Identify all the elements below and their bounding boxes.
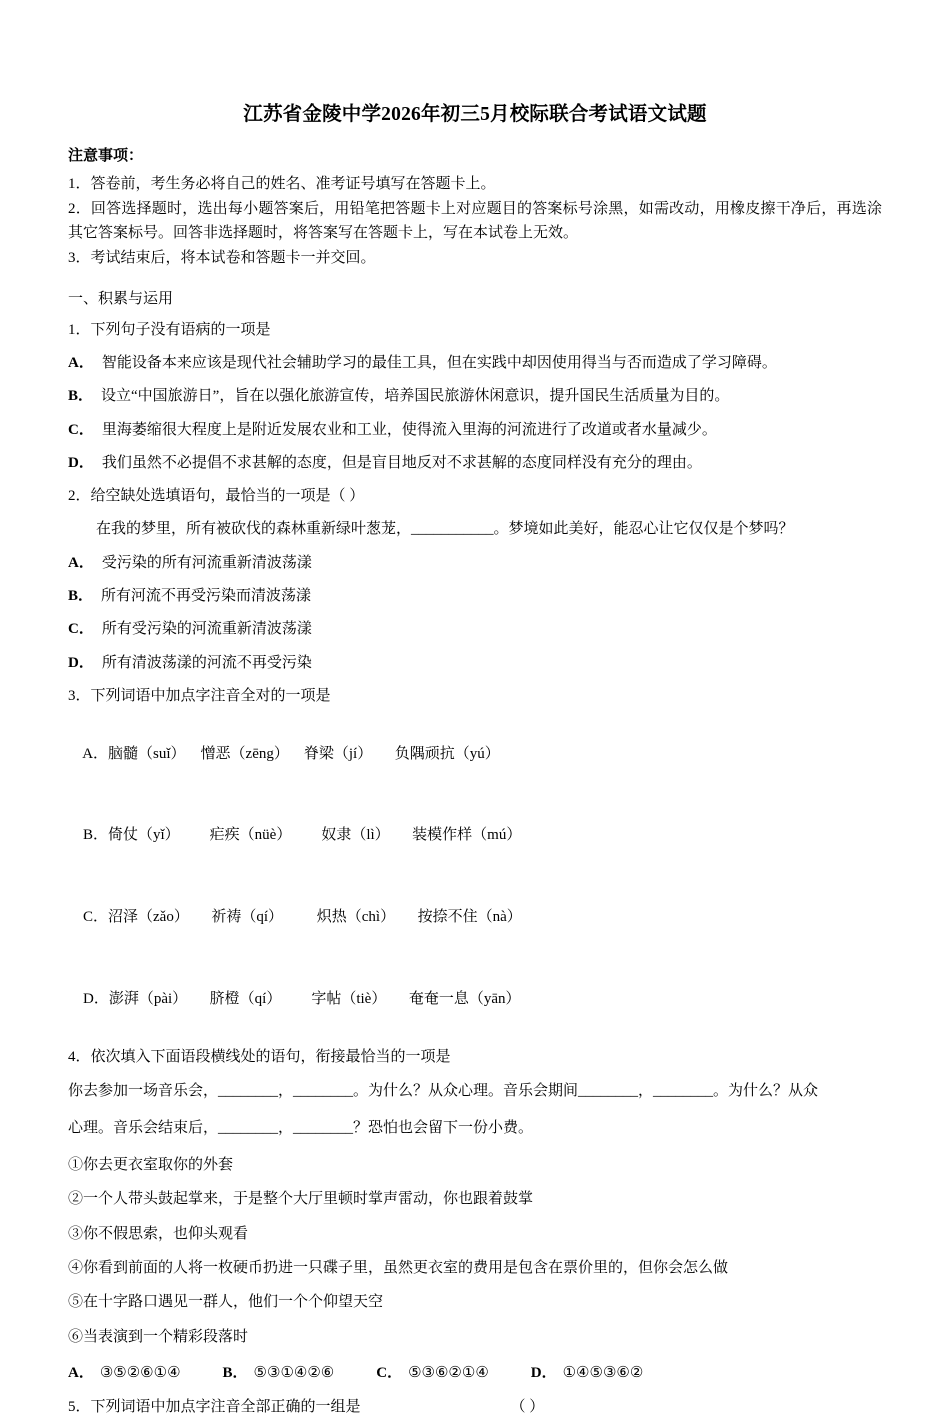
question-2-option-d [68, 651, 882, 675]
question-2-option-c [68, 617, 882, 641]
option-text: 受污染的所有河流重新清波荡漾 [101, 554, 312, 571]
question-2-option-b [68, 584, 882, 608]
notice-item-3: 3．考试结束后，将本试卷和答题卡一并交回。 [68, 250, 376, 267]
question-3-option-c [68, 881, 882, 954]
option-label: D． [68, 454, 94, 471]
question-1-option-d [68, 451, 882, 475]
question-3-option-a [68, 717, 882, 790]
question-1-option-c [68, 418, 882, 442]
option-text: 所有受污染的河流重新清波荡漾 [101, 621, 312, 638]
question-4-answer-d [531, 1361, 644, 1385]
question-2-option-a [68, 551, 882, 575]
option-label: C． [83, 909, 109, 926]
question-1-number: 1． [68, 321, 91, 338]
question-4-list-item-6: ⑥当表演到一个精彩段落时 [68, 1328, 249, 1345]
answer-label: A． [68, 1364, 94, 1381]
section-heading: 一、积累与运用 [68, 290, 174, 307]
question-4-list-item-2: ②一个人带头鼓起掌来，于是整个大厅里顿时掌声雷动，你也跟着鼓掌 [68, 1191, 534, 1208]
question-4-answer-b [223, 1361, 335, 1385]
answer-label: C． [376, 1364, 403, 1381]
question-4-number: 4． [68, 1048, 91, 1065]
question-2 [68, 484, 882, 508]
option-label: D． [68, 654, 94, 671]
question-1 [68, 318, 882, 342]
option-text: 所有河流不再受污染而清波荡漾 [101, 588, 312, 605]
question-4-list-item-5: ⑤在十字路口遇见一群人，他们一个个仰望天空 [68, 1294, 384, 1311]
question-2-number: 2． [68, 488, 91, 505]
question-2-passage: 在我的梦里，所有被砍伐的森林重新绿叶葱茏，___________。梦境如此美好，能忍心让它仅仅是个梦吗？ [96, 521, 794, 538]
question-4-answer-c [376, 1361, 489, 1385]
option-label: C． [68, 421, 94, 438]
question-4-list-item-4: ④你看到前面的人将一枚硬币扔进一只碟子里，虽然更衣室的费用是包含在票价里的，但你会怎么做 [68, 1260, 729, 1276]
question-5 [68, 1395, 882, 1419]
question-4-list-item-1: ①你去更衣室取你的外套 [68, 1157, 234, 1174]
option-label: A． [82, 745, 109, 762]
question-5-stem: 下列词语中加点字注音全部正确的一组是 [90, 1399, 361, 1416]
option-text: 智能设备本来应该是现代社会辅助学习的最佳工具，但在实践中却因使用得当与否而造成了学习障碍。 [101, 354, 777, 371]
notice-heading: 注意事项： [68, 148, 144, 165]
answer-label: D． [530, 1364, 557, 1381]
notice-item-2: 2．回答选择题时，选出每小题答案后，用铅笔把答题卡上对应题目的答案标号涂黑，如需改动，用橡皮擦干净后，再选涂其它答案标号。回答非选择题时，将答案写在答题卡上，写在本试卷上无效。 [68, 200, 882, 242]
question-2-stem: 给空缺处选填语句，最恰当的一项是（ ） [90, 488, 365, 505]
question-3-option-b [68, 799, 882, 872]
option-text: 所有清波荡漾的河流不再受污染 [101, 654, 312, 671]
answer-text: ③⑤②⑥①④ [99, 1364, 181, 1381]
option-text: 里海萎缩很大程度上是附近发展农业和工业，使得流入里海的河流进行了改道或者水量减少。 [101, 421, 717, 438]
option-label: B． [68, 388, 94, 405]
question-3-number: 3． [68, 687, 91, 704]
answer-text: ①④⑤③⑥② [562, 1364, 644, 1381]
notice-item-1: 1．答卷前，考生务必将自己的姓名、准考证号填写在答题卡上。 [68, 175, 496, 192]
question-4-stem: 依次填入下面语段横线处的语句，衔接最恰当的一项是 [90, 1048, 451, 1065]
question-4-list-item-3: ③你不假思索，也仰头观看 [68, 1225, 249, 1242]
answer-text: ⑤③⑥②①④ [408, 1364, 489, 1381]
page-title: 江苏省金陵中学2026年初三5月校际联合考试语文试题 [243, 104, 707, 125]
question-4-answer-row [68, 1361, 882, 1385]
option-label: A． [68, 554, 94, 571]
option-label: D． [83, 991, 109, 1008]
option-text: 设立“中国旅游日”，旨在以强化旅游宣传，培养国民旅游休闲意识，提升国民生活质量为目的。 [101, 388, 730, 405]
question-4-passage-line-2: 心理。音乐会结束后，________，________？恐怕也会留下一份小费。 [68, 1120, 534, 1137]
option-text: 脑髓（suǐ） 憎恶（zēng） 脊梁（jí） 负隅顽抗（yú） [108, 745, 500, 762]
option-label: B． [83, 827, 109, 844]
option-label: B． [68, 588, 94, 605]
option-text: 沼泽（zǎo） 祈祷（qí） 炽热（chì） 按捺不住（nà） [108, 909, 522, 926]
question-3 [68, 684, 882, 708]
question-1-stem: 下列句子没有语病的一项是 [90, 321, 271, 338]
option-label: C． [68, 621, 94, 638]
answer-text: ⑤③①④②⑥ [253, 1364, 335, 1381]
option-text: 澎湃（pài） 脐橙（qí） 字帖（tiè） 奄奄一息（yān） [108, 991, 521, 1008]
question-1-option-a [68, 351, 882, 375]
question-4 [68, 1045, 882, 1069]
option-text: 我们虽然不必提倡不求甚解的态度，但是盲目地反对不求甚解的态度同样没有充分的理由。 [101, 454, 702, 471]
answer-label: B． [222, 1364, 248, 1381]
question-3-option-d [68, 963, 882, 1036]
question-5-number: 5． [68, 1399, 91, 1416]
question-4-passage-line-1: 你去参加一场音乐会，________，________。为什么？从众心理。音乐会期间________，________。为什么？从众 [68, 1083, 819, 1100]
question-3-stem: 下列词语中加点字注音全对的一项是 [90, 687, 331, 704]
question-1-option-b [68, 384, 882, 408]
option-text: 倚仗（yǐ） 疟疾（nüè） 奴隶（lì） 装模作样（mú） [108, 827, 522, 844]
question-5-answer-space: （ ） [510, 1399, 545, 1416]
option-label: A． [68, 354, 94, 371]
question-4-answer-a [68, 1361, 181, 1385]
